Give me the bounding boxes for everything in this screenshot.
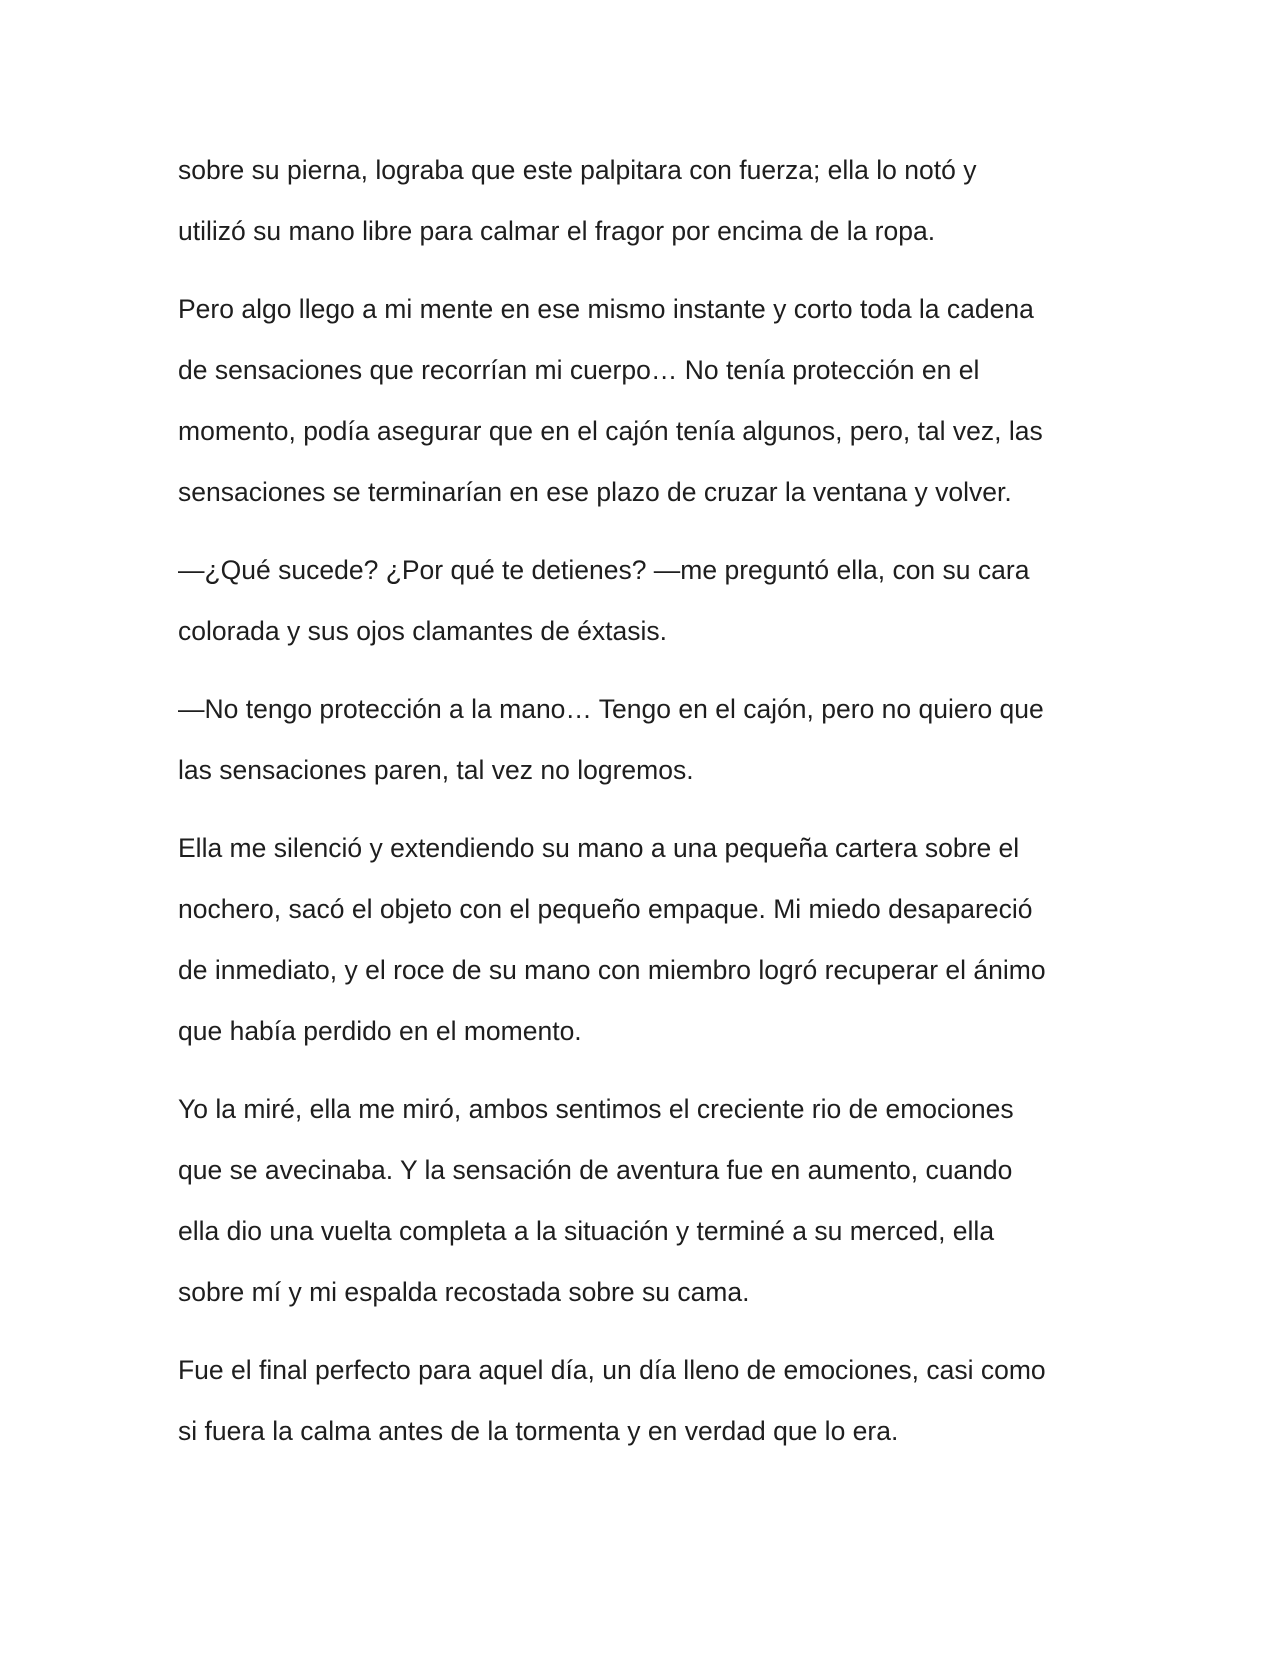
text-line: que había perdido en el momento.	[178, 1016, 582, 1046]
paragraph	[178, 279, 1108, 523]
text-line: de sensaciones que recorrían mi cuerpo… No tenía protección en el	[178, 355, 980, 385]
paragraph	[178, 540, 1108, 662]
text-line: Yo la miré, ella me miró, ambos sentimos el creciente rio de emociones	[178, 1094, 1014, 1124]
document-page	[178, 140, 1108, 1479]
text-line: Pero algo llego a mi mente en ese mismo instante y corto toda la cadena	[178, 294, 1034, 324]
text-line: si fuera la calma antes de la tormenta y en verdad que lo era.	[178, 1416, 899, 1446]
paragraph	[178, 818, 1108, 1062]
text-line: de inmediato, y el roce de su mano con miembro logró recuperar el ánimo	[178, 955, 1046, 985]
text-line: momento, podía asegurar que en el cajón tenía algunos, pero, tal vez, las	[178, 416, 1043, 446]
paragraph	[178, 1340, 1108, 1462]
text-line: nochero, sacó el objeto con el pequeño empaque. Mi miedo desapareció	[178, 894, 1033, 924]
text-line: que se avecinaba. Y la sensación de aventura fue en aumento, cuando	[178, 1155, 1013, 1185]
paragraph	[178, 1079, 1108, 1323]
text-line: sobre mí y mi espalda recostada sobre su cama.	[178, 1277, 750, 1307]
paragraph	[178, 140, 1108, 262]
text-line: Fue el final perfecto para aquel día, un día lleno de emociones, casi como	[178, 1355, 1046, 1385]
text-line: colorada y sus ojos clamantes de éxtasis.	[178, 616, 668, 646]
text-line: —No tengo protección a la mano… Tengo en el cajón, pero no quiero que	[178, 694, 1044, 724]
text-line: sobre su pierna, lograba que este palpitara con fuerza; ella lo notó y	[178, 155, 977, 185]
text-line: sensaciones se terminarían en ese plazo de cruzar la ventana y volver.	[178, 477, 1012, 507]
text-line: —¿Qué sucede? ¿Por qué te detienes? —me preguntó ella, con su cara	[178, 555, 1030, 585]
paragraph	[178, 679, 1108, 801]
text-line: Ella me silenció y extendiendo su mano a una pequeña cartera sobre el	[178, 833, 1020, 863]
text-line: ella dio una vuelta completa a la situación y terminé a su merced, ella	[178, 1216, 995, 1246]
text-line: las sensaciones paren, tal vez no logremos.	[178, 755, 694, 785]
text-line: utilizó su mano libre para calmar el fragor por encima de la ropa.	[178, 216, 936, 246]
